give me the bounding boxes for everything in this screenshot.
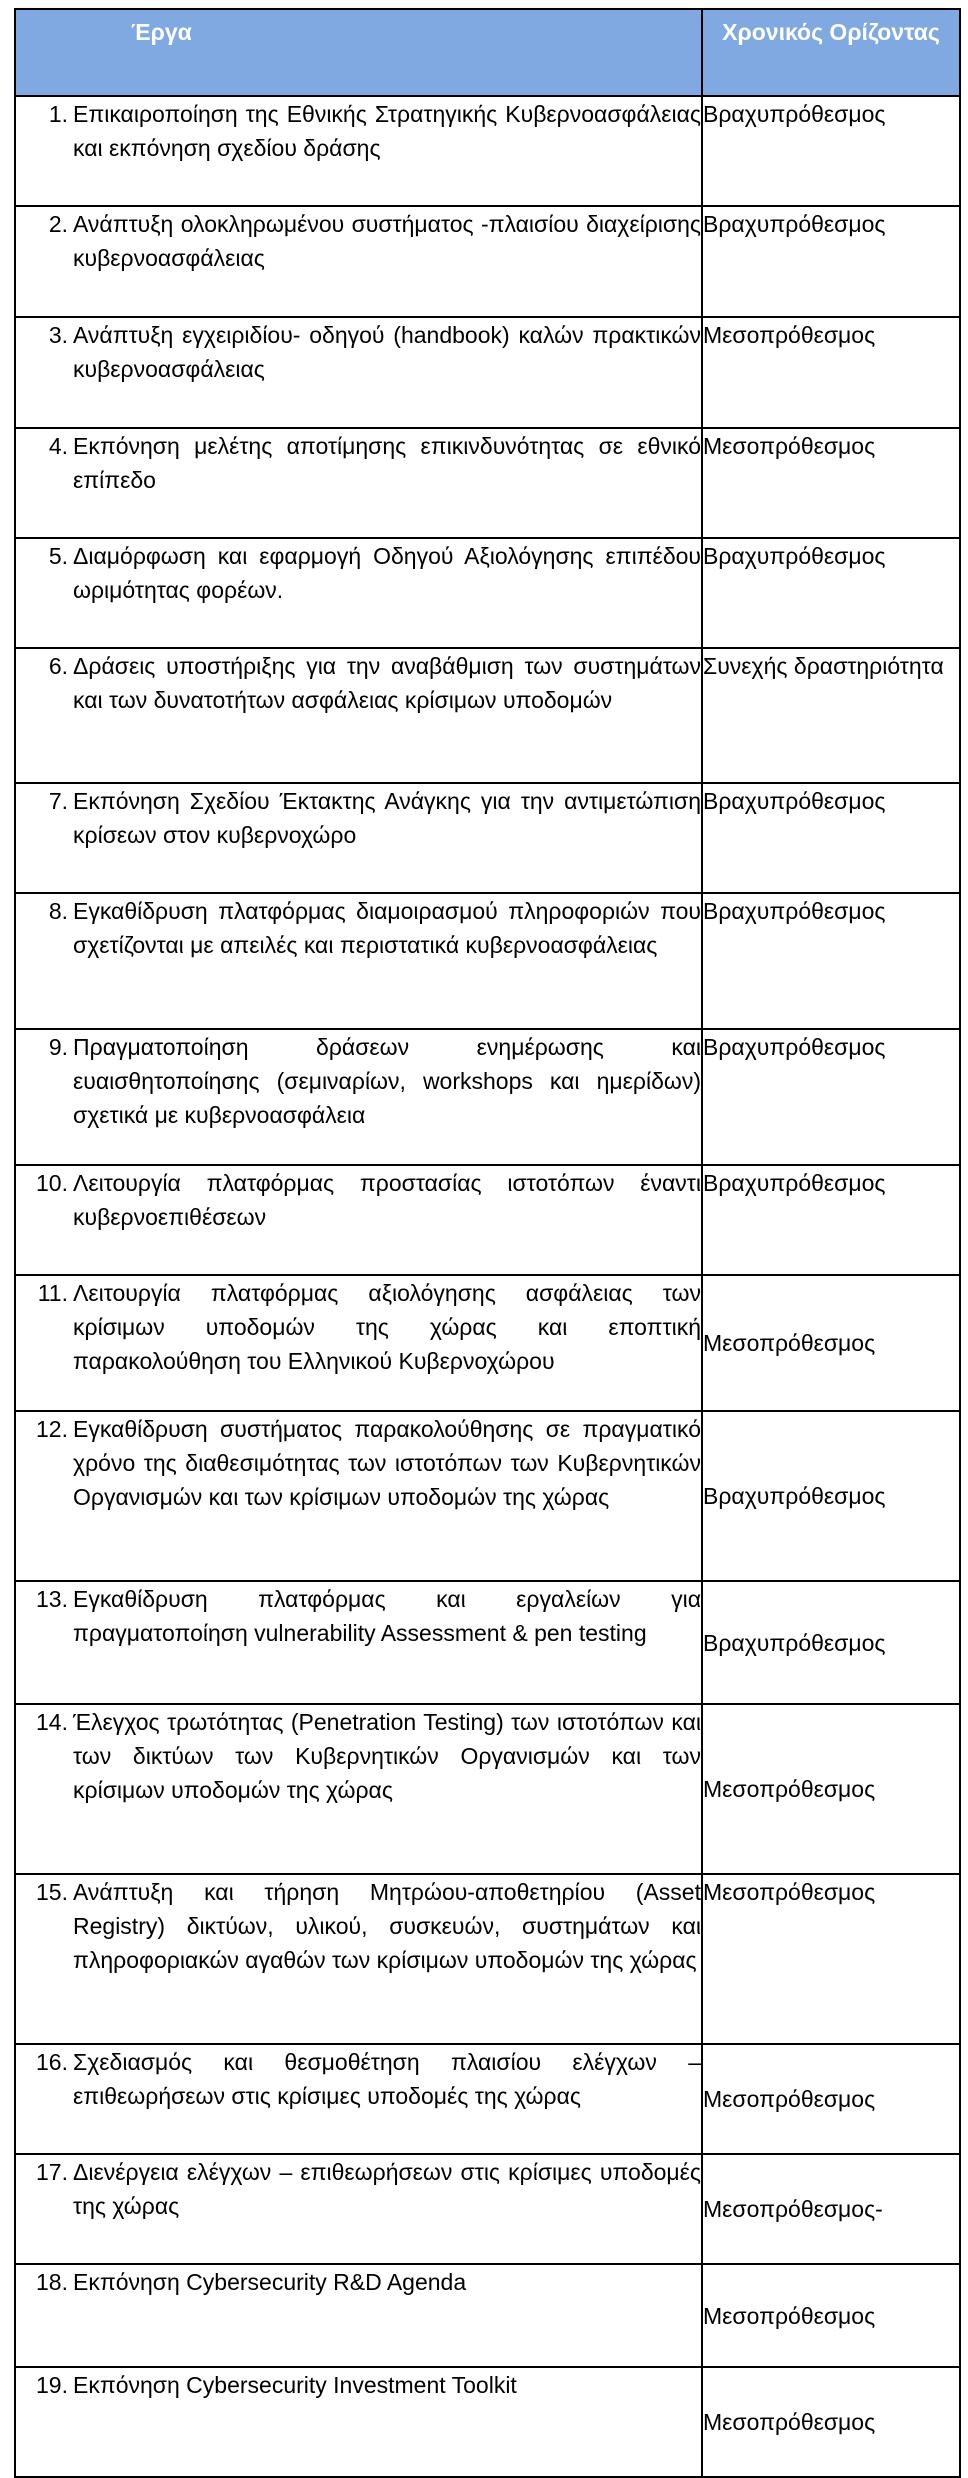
table-row: [15, 1874, 960, 2044]
project-cell: [15, 2264, 702, 2367]
item-number: 13.: [36, 1586, 68, 1612]
list-item: [16, 1412, 701, 1514]
project-description: Έλεγχος τρωτότητας (Penetration Testing) των ιστοτόπων και των δικτύων των Κυβερνητικών Οργανισμών και των κρίσιμων υποδομών της χώρας: [73, 1709, 701, 1803]
list-item: [16, 649, 701, 717]
list-item: [16, 1166, 701, 1234]
table-row: [15, 1165, 960, 1275]
project-cell: [15, 783, 702, 893]
projects-table: [14, 8, 961, 2478]
table-row: [15, 648, 960, 783]
table-header-row: [15, 9, 960, 96]
project-cell: [15, 538, 702, 648]
time-horizon-cell: Μεσοπρόθεσμος-: [702, 2154, 960, 2264]
list-item: [16, 1582, 701, 1650]
project-description: Σχεδιασμός και θεσμοθέτηση πλαισίου ελέγχων – επιθεωρήσεων στις κρίσιμες υποδομές της χώρας: [73, 2049, 701, 2109]
project-cell: [15, 1275, 702, 1411]
table-row: [15, 1581, 960, 1704]
project-description: Πραγματοποίηση δράσεων ενημέρωσης και ευαισθητοποίησης (σεμιναρίων, workshops και ημερίδων) σχετικά με κυβερνοασφάλεια: [73, 1034, 701, 1128]
time-horizon-cell: Βραχυπρόθεσμος: [702, 96, 960, 206]
project-description: Ανάπτυξη και τήρηση Μητρώου-αποθετηρίου (Asset Registry) δικτύων, υλικού, συσκευών, συστημάτων και πληροφοριακών αγαθών των κρίσιμων υποδομών της χώρας: [73, 1879, 701, 1973]
project-cell: [15, 893, 702, 1029]
table-row: [15, 317, 960, 428]
time-horizon-cell: Βραχυπρόθεσμος: [702, 893, 960, 1029]
time-horizon-cell: Βραχυπρόθεσμος: [702, 1411, 960, 1581]
time-horizon-cell: Βραχυπρόθεσμος: [702, 1029, 960, 1165]
project-description: Εγκαθίδρυση πλατφόρμας διαμοιρασμού πληροφοριών που σχετίζονται με απειλές και περιστατικά κυβερνοασφάλειας: [73, 898, 701, 958]
time-horizon-cell: Μεσοπρόθεσμος: [702, 2044, 960, 2154]
project-cell: [15, 96, 702, 206]
table-row: [15, 96, 960, 206]
item-number: 4.: [48, 433, 68, 459]
time-horizon-cell: Μεσοπρόθεσμος: [702, 317, 960, 428]
list-item: [16, 318, 701, 386]
list-item: [16, 429, 701, 497]
header-time-horizon: Χρονικός Ορίζοντας: [702, 9, 960, 96]
table-row: [15, 893, 960, 1029]
project-description: Ανάπτυξη εγχειριδίου- οδηγού (handbook) καλών πρακτικών κυβερνοασφάλειας: [73, 322, 701, 382]
list-item: [16, 97, 701, 165]
item-number: 16.: [36, 2049, 68, 2075]
item-number: 15.: [36, 1879, 68, 1905]
project-description: Ανάπτυξη ολοκληρωμένου συστήματος -πλαισίου διαχείρισης κυβερνοασφάλειας: [73, 211, 701, 271]
project-cell: [15, 1874, 702, 2044]
time-horizon-cell: Βραχυπρόθεσμος: [702, 1581, 960, 1704]
project-description: Διαμόρφωση και εφαρμογή Οδηγού Αξιολόγησης επιπέδου ωριμότητας φορέων.: [73, 543, 701, 603]
list-item: [16, 1030, 701, 1132]
time-horizon-cell: Βραχυπρόθεσμος: [702, 1165, 960, 1275]
list-item: [16, 894, 701, 962]
project-cell: [15, 317, 702, 428]
item-number: 1.: [48, 101, 68, 127]
project-cell: [15, 428, 702, 538]
item-number: 3.: [48, 322, 68, 348]
project-cell: [15, 1165, 702, 1275]
project-cell: [15, 2367, 702, 2477]
time-horizon-cell: Μεσοπρόθεσμος: [702, 1275, 960, 1411]
item-number: 10.: [36, 1170, 68, 1196]
item-number: 11.: [37, 1280, 68, 1306]
item-number: 8.: [48, 898, 68, 924]
item-number: 17.: [36, 2159, 68, 2185]
table-row: [15, 1029, 960, 1165]
table-row: [15, 783, 960, 893]
project-description: Εγκαθίδρυση πλατφόρμας και εργαλείων για πραγματοποίηση vulnerability Assessment & pen testing: [73, 1586, 701, 1646]
time-horizon-cell: Μεσοπρόθεσμος: [702, 2264, 960, 2367]
project-cell: [15, 1704, 702, 1874]
item-number: 2.: [48, 211, 68, 237]
project-description: Εκπόνηση Σχεδίου Έκτακτης Ανάγκης για την αντιμετώπιση κρίσεων στον κυβερνοχώρο: [73, 788, 701, 848]
item-number: 12.: [36, 1416, 68, 1442]
project-description: Εκπόνηση μελέτης αποτίμησης επικινδυνότητας σε εθνικό επίπεδο: [73, 433, 701, 493]
project-description: Εγκαθίδρυση συστήματος παρακολούθησης σε πραγματικό χρόνο της διαθεσιμότητας των ιστοτόπων των Κυβερνητικών Οργανισμών και των κρίσιμων υποδομών της χώρας: [73, 1416, 701, 1510]
project-description: Εκπόνηση Cybersecurity Investment Toolkit: [73, 2372, 517, 2398]
table-row: [15, 1275, 960, 1411]
project-description: Δράσεις υποστήριξης για την αναβάθμιση των συστημάτων και των δυνατοτήτων ασφάλειας κρίσιμων υποδομών: [73, 653, 701, 713]
item-number: 14.: [36, 1709, 68, 1735]
list-item: [16, 539, 701, 607]
project-cell: [15, 1581, 702, 1704]
item-number: 9.: [48, 1034, 68, 1060]
time-horizon-cell: Συνεχής δραστηριότητα: [702, 648, 960, 783]
item-number: 7.: [48, 788, 68, 814]
header-projects: Έργα: [15, 9, 702, 96]
project-cell: [15, 1029, 702, 1165]
item-number: 18.: [36, 2269, 68, 2295]
project-description: Λειτουργία πλατφόρμας αξιολόγησης ασφάλειας των κρίσιμων υποδομών της χώρας και εποπτική παρακολούθηση του Ελληνικού Κυβερνοχώρου: [73, 1280, 701, 1374]
list-item: [16, 1875, 701, 1977]
project-cell: [15, 1411, 702, 1581]
list-item: [16, 784, 701, 852]
item-number: 5.: [48, 543, 68, 569]
project-cell: [15, 2154, 702, 2264]
list-item: [16, 2368, 701, 2402]
time-horizon-cell: Μεσοπρόθεσμος: [702, 1704, 960, 1874]
table-row: [15, 428, 960, 538]
item-number: 19.: [36, 2372, 68, 2398]
list-item: [16, 1705, 701, 1807]
project-cell: [15, 206, 702, 317]
table-row: [15, 2264, 960, 2367]
list-item: [16, 207, 701, 275]
list-item: [16, 2155, 701, 2223]
project-cell: [15, 648, 702, 783]
list-item: [16, 2265, 701, 2299]
project-cell: [15, 2044, 702, 2154]
table-row: [15, 1411, 960, 1581]
table-row: [15, 2367, 960, 2477]
time-horizon-cell: Μεσοπρόθεσμος: [702, 2367, 960, 2477]
project-description: Εκπόνηση Cybersecurity R&D Agenda: [73, 2269, 467, 2295]
time-horizon-cell: Βραχυπρόθεσμος: [702, 783, 960, 893]
table-row: [15, 1704, 960, 1874]
table-row: [15, 2044, 960, 2154]
time-horizon-cell: Μεσοπρόθεσμος: [702, 1874, 960, 2044]
project-description: Επικαιροποίηση της Εθνικής Στρατηγικής Κυβερνοασφάλειας και εκπόνηση σχεδίου δράσης: [73, 101, 701, 161]
project-description: Διενέργεια ελέγχων – επιθεωρήσεων στις κρίσιμες υποδομές της χώρας: [73, 2159, 701, 2219]
time-horizon-cell: Μεσοπρόθεσμος: [702, 428, 960, 538]
project-description: Λειτουργία πλατφόρμας προστασίας ιστοτόπων έναντι κυβερνοεπιθέσεων: [73, 1170, 701, 1230]
list-item: [16, 1276, 701, 1378]
table-row: [15, 538, 960, 648]
table-body: [15, 96, 960, 2477]
list-item: [16, 2045, 701, 2113]
item-number: 6.: [48, 653, 68, 679]
time-horizon-cell: Βραχυπρόθεσμος: [702, 538, 960, 648]
table-row: [15, 2154, 960, 2264]
table-row: [15, 206, 960, 317]
time-horizon-cell: Βραχυπρόθεσμος: [702, 206, 960, 317]
